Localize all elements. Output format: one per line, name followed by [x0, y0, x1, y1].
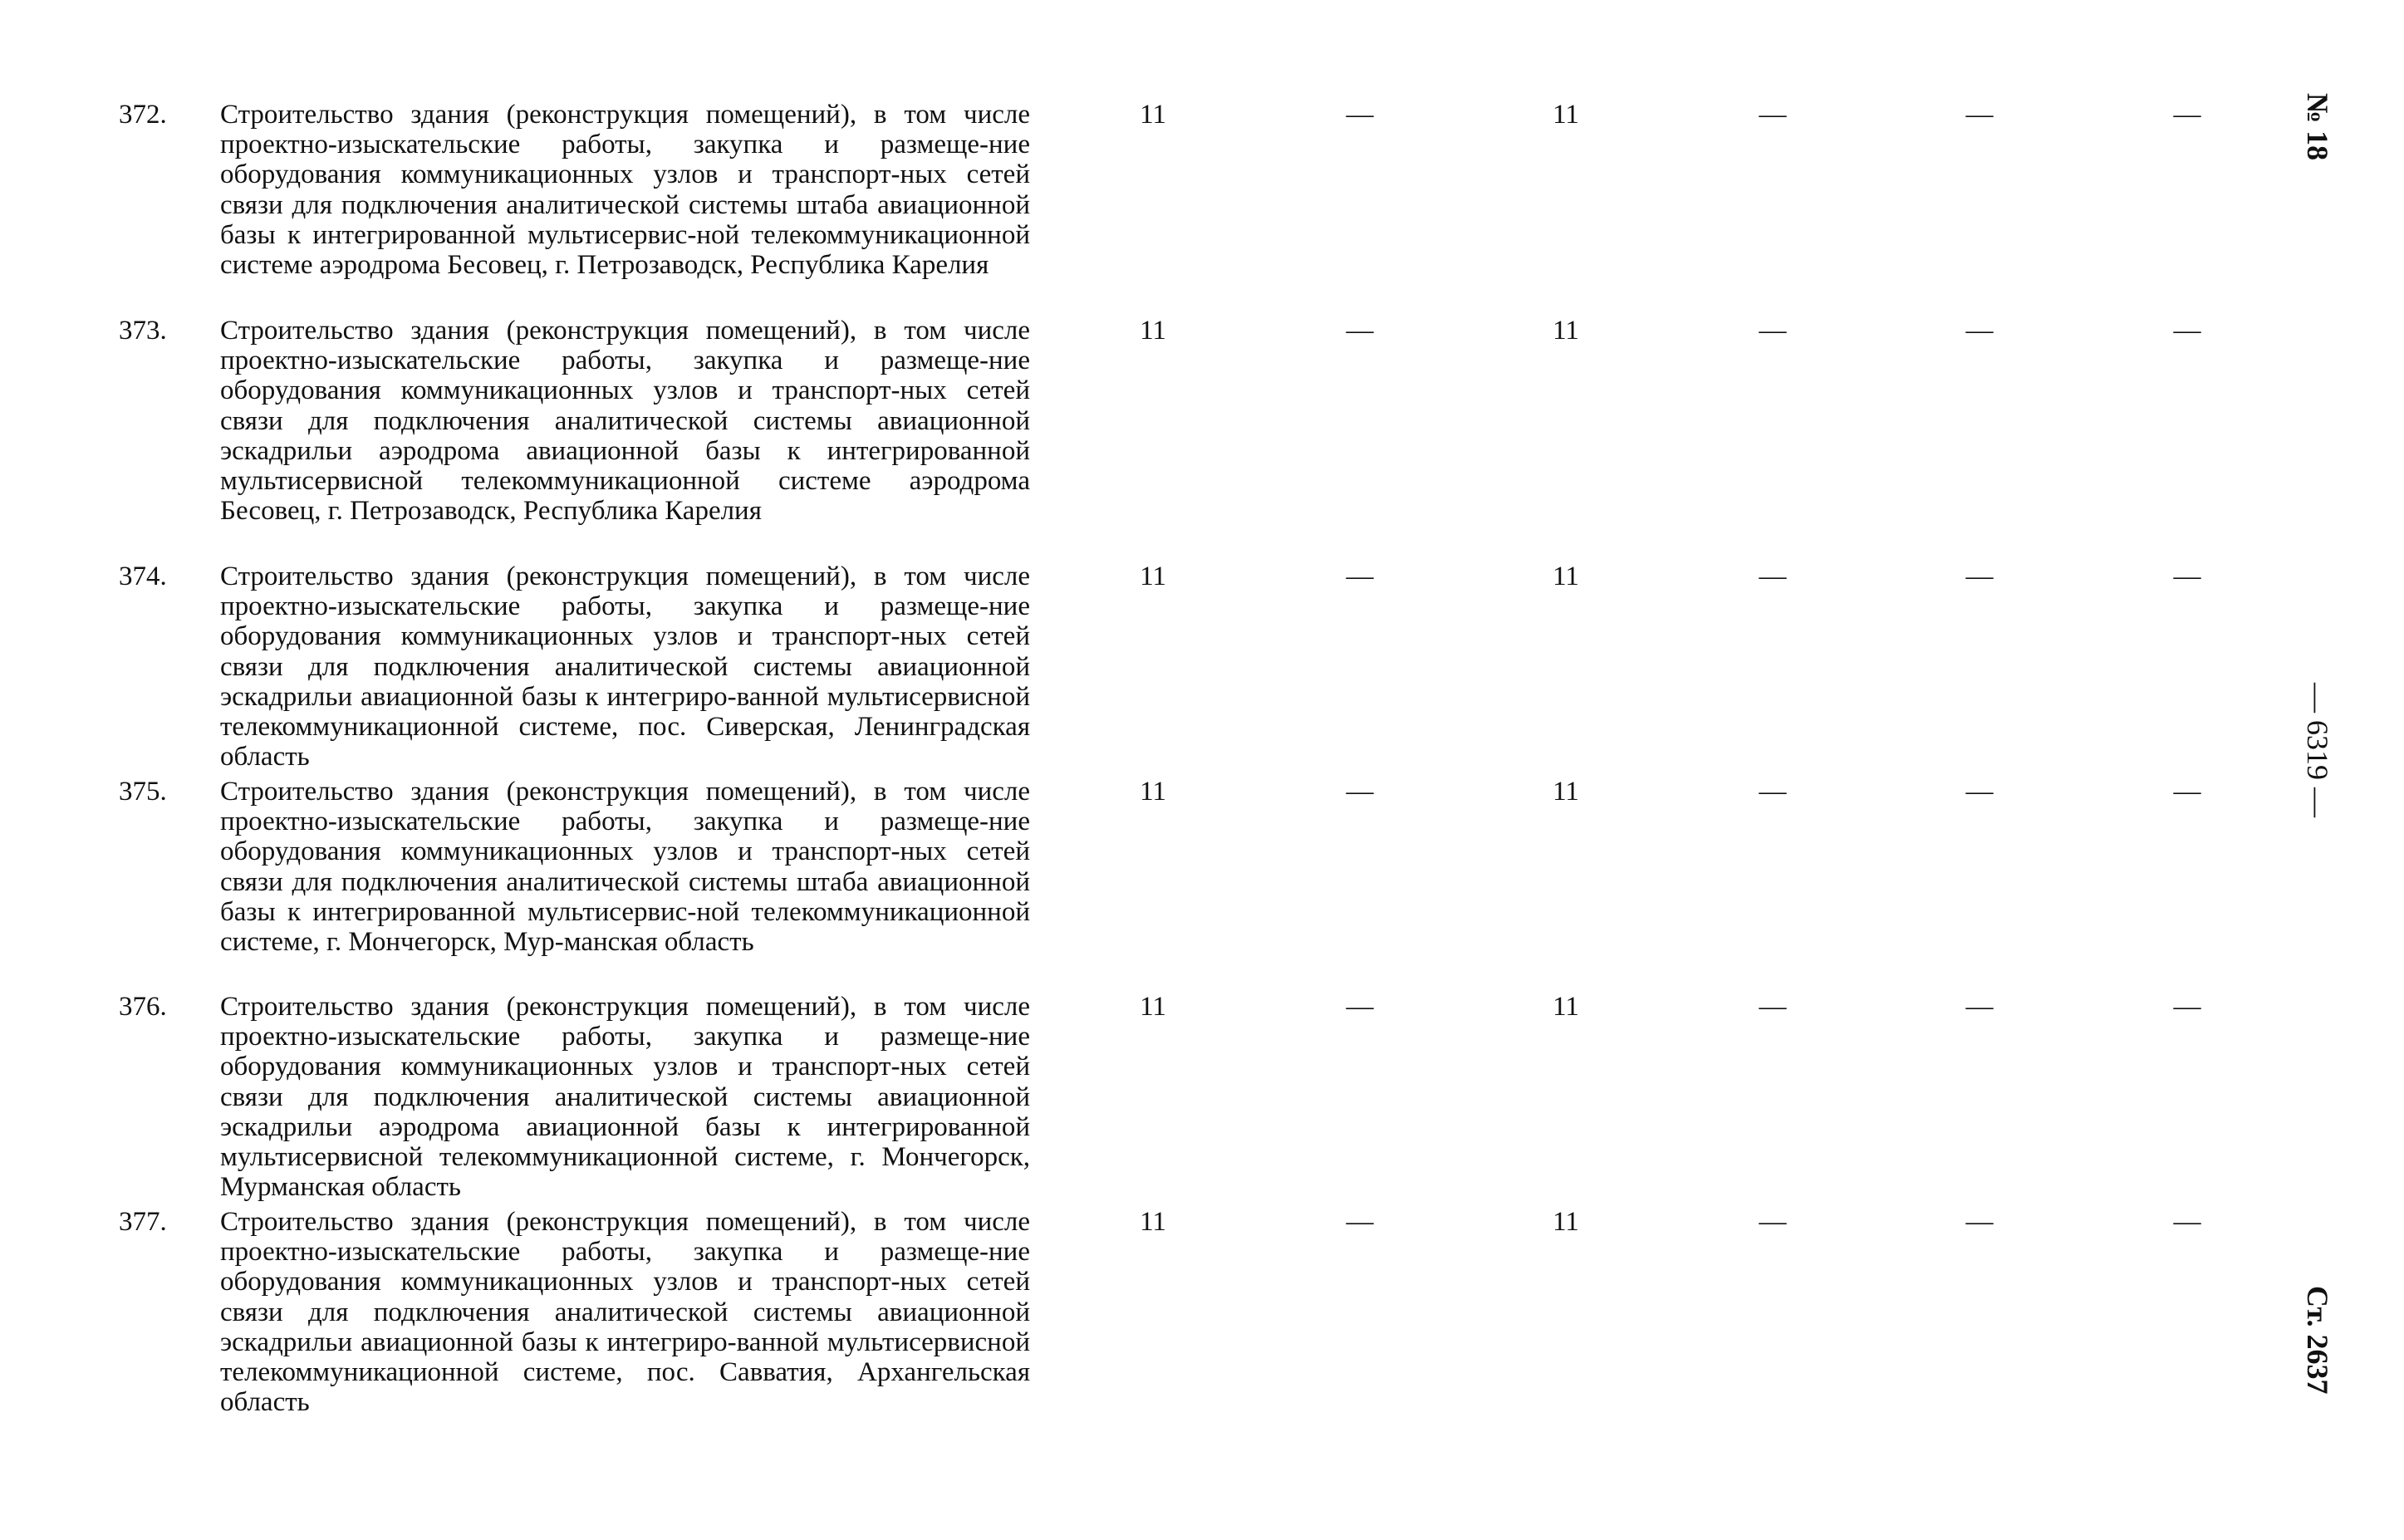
value-cell: —: [2173, 777, 2201, 807]
value-cell: —: [2173, 316, 2201, 346]
value-cell: —: [1759, 316, 1787, 346]
value-cell: —: [1965, 316, 1994, 346]
value-cell: —: [1759, 562, 1787, 591]
value-cell: —: [1346, 777, 1374, 807]
value-cell: —: [2173, 1207, 2201, 1237]
value-cell: —: [2173, 100, 2201, 130]
value-cell: 11: [1140, 777, 1166, 807]
value-cell: —: [1759, 992, 1787, 1022]
row-number: 374.: [119, 562, 167, 591]
value-cell: —: [1346, 1207, 1374, 1237]
value-cell: —: [1346, 100, 1374, 130]
value-cell: —: [1346, 562, 1374, 591]
value-cell: —: [1965, 992, 1994, 1022]
row-description: Строительство здания (реконструкция помещений), в том числе проектно-изыскательские работы, закупка и размеще-ние оборудования коммуникационных узлов и транспорт-ных сетей связи для подключения аналитической системы штаба авиационной базы к интегрированной мультисервис-ной телекоммуникационной системе аэродрома Бесовец, г. Петрозаводск, Республика Карелия: [220, 100, 1030, 281]
article-number: Ст. 2637: [2301, 1286, 2334, 1395]
value-cell: 11: [1553, 1207, 1579, 1237]
value-cell: 11: [1140, 100, 1166, 130]
row-description: Строительство здания (реконструкция помещений), в том числе проектно-изыскательские работы, закупка и размеще-ние оборудования коммуникационных узлов и транспорт-ных сетей связи для подключения аналитической системы авиационной эскадрильи аэродрома авиационной базы к интегрированной мультисервисной телекоммуникационной системе, г. Мончегорск, Мурманская область: [220, 992, 1030, 1203]
value-cell: 11: [1140, 1207, 1166, 1237]
value-cell: —: [1759, 777, 1787, 807]
page-number-center: — 6319 —: [2301, 683, 2334, 817]
value-cell: 11: [1553, 777, 1579, 807]
row-number: 373.: [119, 316, 167, 346]
value-cell: —: [2173, 992, 2201, 1022]
row-number: 372.: [119, 100, 167, 130]
row-description: Строительство здания (реконструкция помещений), в том числе проектно-изыскательские работы, закупка и размеще-ние оборудования коммуникационных узлов и транспорт-ных сетей связи для подключения аналитической системы авиационной эскадрильи авиационной базы к интегриро-ванной мультисервисной телекоммуникационной системе, пос. Савватия, Архангельская область: [220, 1207, 1030, 1418]
row-number: 377.: [119, 1207, 167, 1237]
value-cell: —: [1346, 316, 1374, 346]
issue-number: № 18: [2301, 93, 2334, 161]
value-cell: —: [1346, 992, 1374, 1022]
row-number: 376.: [119, 992, 167, 1022]
row-description: Строительство здания (реконструкция помещений), в том числе проектно-изыскательские работы, закупка и размеще-ние оборудования коммуникационных узлов и транспорт-ных сетей связи для подключения аналитической системы штаба авиационной базы к интегрированной мультисервис-ной телекоммуникационной системе, г. Мончегорск, Мур-манская область: [220, 777, 1030, 958]
row-number: 375.: [119, 777, 167, 807]
value-cell: —: [1965, 562, 1994, 591]
value-cell: 11: [1140, 562, 1166, 591]
value-cell: 11: [1140, 316, 1166, 346]
value-cell: 11: [1553, 100, 1579, 130]
row-description: Строительство здания (реконструкция помещений), в том числе проектно-изыскательские работы, закупка и размеще-ние оборудования коммуникационных узлов и транспорт-ных сетей связи для подключения аналитической системы авиационной эскадрильи авиационной базы к интегриро-ванной мультисервисной телекоммуникационной системе, пос. Сиверская, Ленинградская область: [220, 562, 1030, 772]
value-cell: —: [1965, 100, 1994, 130]
value-cell: —: [1965, 777, 1994, 807]
value-cell: 11: [1553, 992, 1579, 1022]
value-cell: —: [1965, 1207, 1994, 1237]
value-cell: —: [1759, 1207, 1787, 1237]
row-description: Строительство здания (реконструкция помещений), в том числе проектно-изыскательские работы, закупка и размеще-ние оборудования коммуникационных узлов и транспорт-ных сетей связи для подключения аналитической системы авиационной эскадрильи аэродрома авиационной базы к интегрированной мультисервисной телекоммуникационной системе аэродрома Бесовец, г. Петрозаводск, Республика Карелия: [220, 316, 1030, 527]
value-cell: —: [1759, 100, 1787, 130]
value-cell: —: [2173, 562, 2201, 591]
value-cell: 11: [1553, 316, 1579, 346]
value-cell: 11: [1553, 562, 1579, 591]
value-cell: 11: [1140, 992, 1166, 1022]
